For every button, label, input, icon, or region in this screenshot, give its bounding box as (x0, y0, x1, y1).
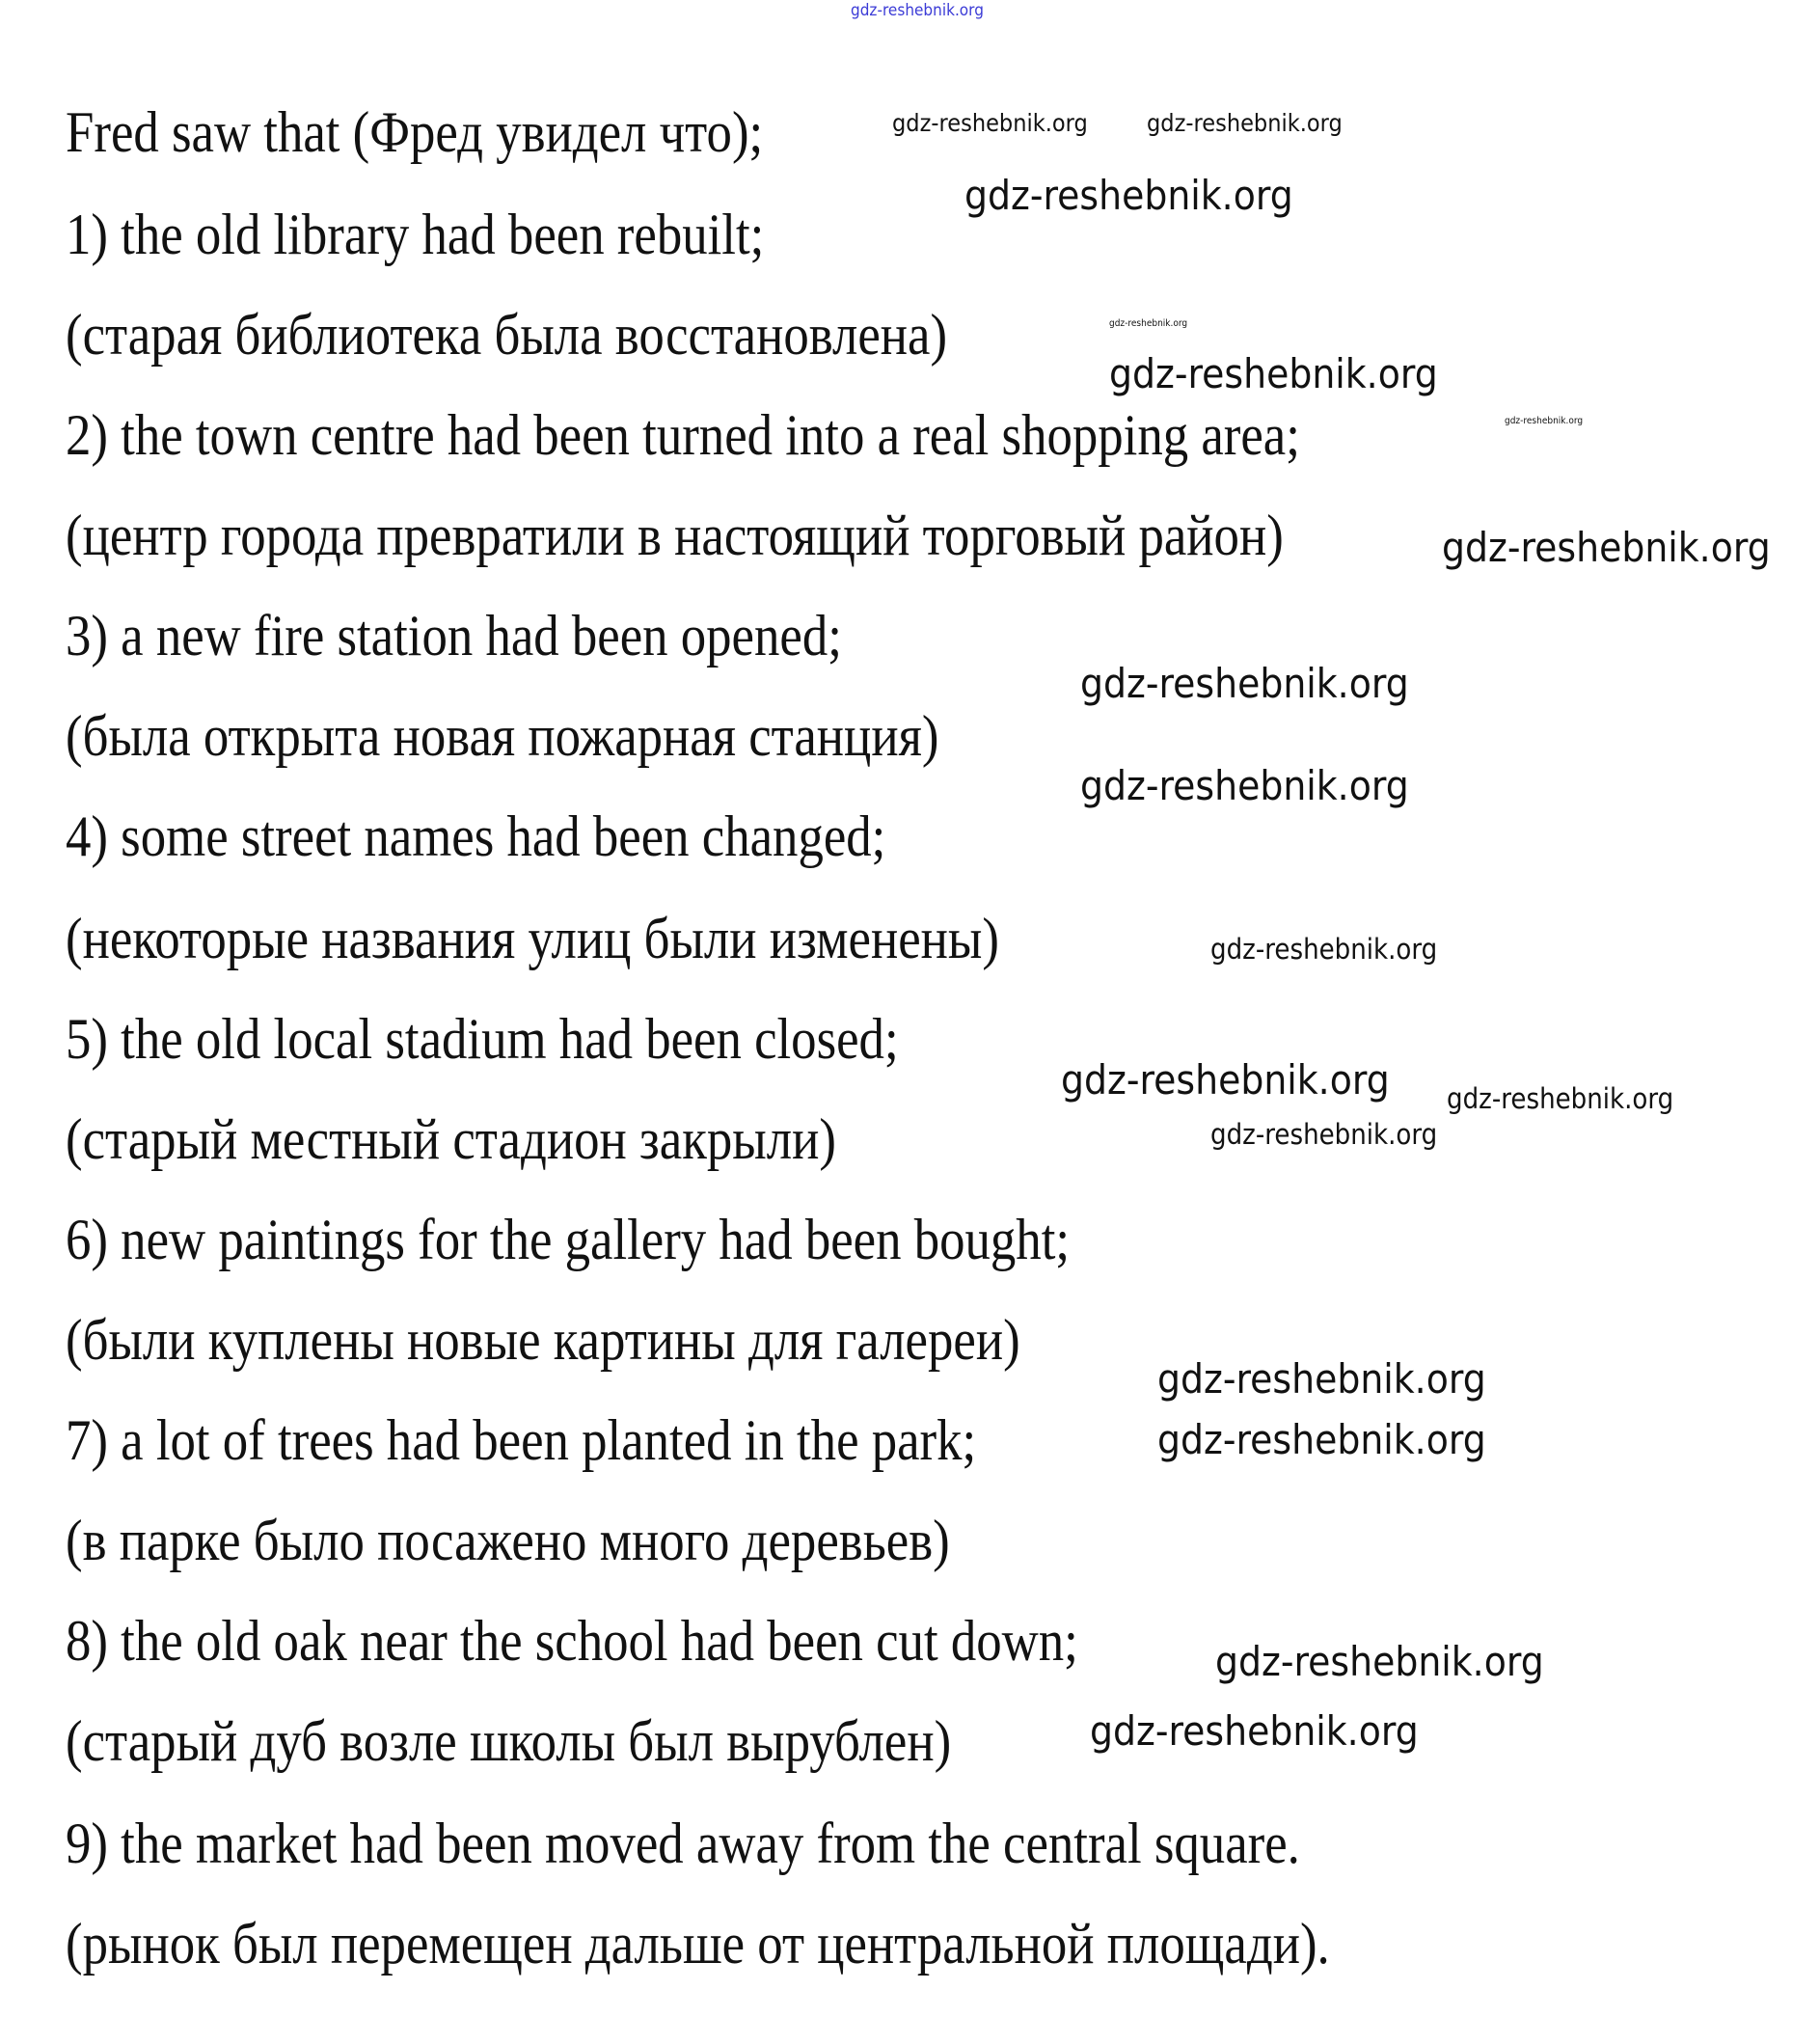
text-line: (центр города превратили в настоящий торговый район) (66, 504, 1284, 567)
text-line: 5) the old local stadium had been closed; (66, 1007, 899, 1071)
text-line: (рынок был перемещен дальше от центральной площади). (66, 1912, 1330, 1976)
text-line: (были куплены новые картины для галереи) (66, 1308, 1020, 1372)
text-line: (старый дуб возле школы был вырублен) (66, 1709, 952, 1773)
watermark: gdz-reshebnik.org (1157, 1416, 1486, 1463)
watermark: gdz-reshebnik.org (1080, 660, 1409, 707)
watermark: gdz-reshebnik.org (964, 172, 1293, 219)
text-line: 6) new paintings for the gallery had been bought; (66, 1208, 1071, 1271)
watermark: gdz-reshebnik.org (1147, 109, 1343, 137)
text-line: (старый местный стадион закрыли) (66, 1107, 836, 1171)
text-line: (некоторые названия улиц были изменены) (66, 907, 999, 970)
watermark: gdz-reshebnik.org (1505, 416, 1584, 426)
text-line: (была открыта новая пожарная станция) (66, 704, 939, 768)
watermark: gdz-reshebnik.org (1442, 524, 1771, 571)
text-line: (старая библиотека была восстановлена) (66, 303, 948, 367)
watermark: gdz-reshebnik.org (1090, 1707, 1419, 1755)
text-line: 9) the market had been moved away from the central square. (66, 1812, 1300, 1875)
watermark: gdz-reshebnik.org (1109, 350, 1438, 397)
watermark: gdz-reshebnik.org (1061, 1056, 1390, 1104)
watermark: gdz-reshebnik.org (1210, 1118, 1438, 1151)
watermark: gdz-reshebnik.org (1210, 933, 1438, 966)
watermark: gdz-reshebnik.org (1109, 318, 1188, 329)
text-line: 3) a new fire station had been opened; (66, 604, 842, 668)
text-line: Fred saw that (Фред увидел что); (66, 100, 764, 164)
text-line: 8) the old oak near the school had been cut down; (66, 1609, 1078, 1673)
watermark: gdz-reshebnik.org (1080, 762, 1409, 809)
watermark: gdz-reshebnik.org (1215, 1638, 1544, 1685)
watermark: gdz-reshebnik.org (1157, 1355, 1486, 1403)
text-line: 4) some street names had been changed; (66, 804, 886, 868)
watermark: gdz-reshebnik.org (851, 1, 984, 20)
text-line: 1) the old library had been rebuilt; (66, 203, 765, 266)
watermark: gdz-reshebnik.org (892, 109, 1088, 137)
text-line: (в парке было посажено много деревьев) (66, 1509, 950, 1572)
text-line: 2) the town centre had been turned into a real shopping area; (66, 403, 1300, 467)
watermark: gdz-reshebnik.org (1447, 1082, 1674, 1115)
text-line: 7) a lot of trees had been planted in the park; (66, 1408, 977, 1472)
